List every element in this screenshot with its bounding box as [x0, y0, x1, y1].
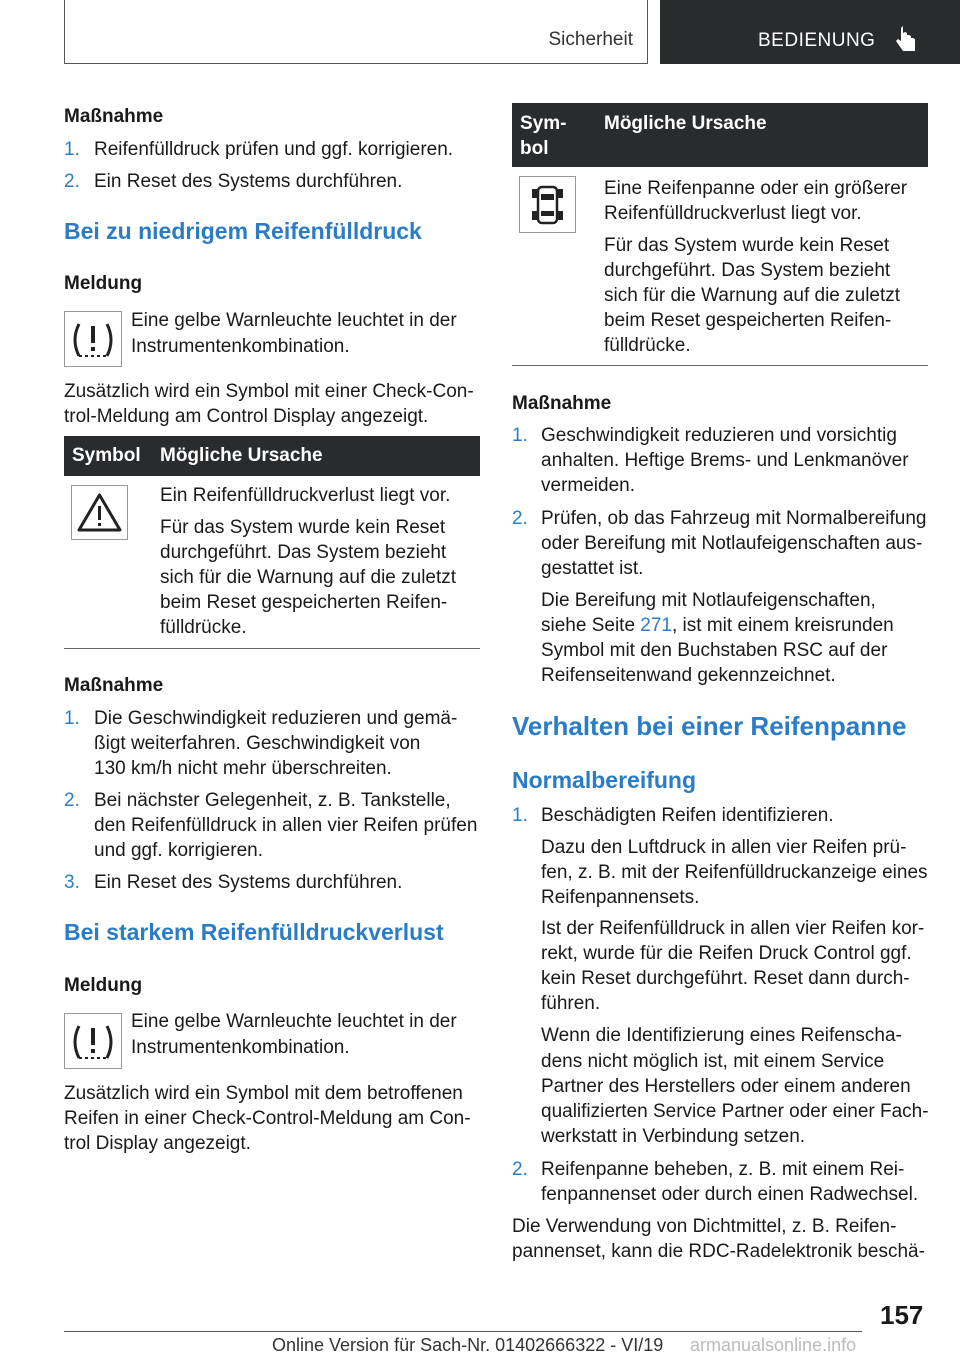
table-header-symbol: Symbol — [72, 445, 141, 466]
body-text: Zusätzlich wird ein Symbol mit einer Check-Con‐ — [64, 381, 474, 402]
list-number: 2. — [64, 790, 80, 811]
table-bottom-rule — [64, 648, 480, 649]
list-item: Dazu den Luftdruck in allen vier Reifen prü‐ — [541, 837, 907, 858]
list-item: vermeiden. — [541, 475, 635, 496]
header-section-title: Sicherheit — [548, 29, 633, 50]
table-cell-text: sich für die Warnung auf die zuletzt — [160, 567, 457, 588]
list-item: Bei nächster Gelegenheit, z. B. Tankstelle, — [94, 790, 451, 811]
list-item: dens nicht möglich ist, mit einem Service — [541, 1051, 885, 1072]
text-run: , ist mit einem kreisrunden — [672, 615, 894, 636]
body-text: pannenset, kann die RDC-Radelektronik beschä‐ — [512, 1241, 925, 1262]
list-item: Wenn die Identifizierung eines Reifenscha‐ — [541, 1025, 902, 1046]
tire-pressure-warning-icon — [64, 1013, 122, 1069]
list-item: Symbol mit den Buchstaben RSC auf der — [541, 640, 888, 661]
list-item — [541, 613, 894, 638]
list-item: gestattet ist. — [541, 558, 644, 579]
table-cell-text: sich für die Warnung auf die zuletzt — [604, 285, 901, 306]
list-item: Ist der Reifenfülldruck in allen vier Reifen kor‐ — [541, 918, 925, 939]
table-bottom-rule — [512, 365, 928, 366]
m2-title: Maßnahme — [64, 675, 164, 696]
page-number: 157 — [880, 1300, 924, 1330]
warning-text-line: Eine gelbe Warnleuchte leuchtet in der — [131, 1011, 457, 1032]
list-item: Partner des Herstellers oder einem anderen — [541, 1076, 911, 1097]
list-number: 1. — [512, 425, 528, 446]
body-text: trol Display angezeigt. — [64, 1133, 251, 1154]
list-item: führen. — [541, 993, 601, 1014]
list-item: kein Reset durchgeführt. Reset dann durch‐ — [541, 968, 910, 989]
list-number: 3. — [64, 872, 80, 893]
body-text: Reifen in einer Check-Control-Meldung am Con‐ — [64, 1108, 471, 1129]
flat-tire-car-icon — [519, 176, 576, 233]
list-item: Die Bereifung mit Notlaufeigenschaften, — [541, 590, 876, 611]
table-cell-text: fülldrücke. — [604, 335, 691, 356]
list-number: 2. — [64, 171, 80, 192]
list-item: Reifenfülldruck prüfen und ggf. korrigieren. — [94, 139, 454, 160]
table-cell-text: durchgeführt. Das System bezieht — [604, 260, 891, 281]
list-number: 1. — [64, 139, 80, 160]
list-item: Reifenpanne beheben, z. B. mit einem Rei‐ — [541, 1159, 905, 1180]
list-item: Beschädigten Reifen identifizieren. — [541, 805, 834, 826]
table-header-cause: Mögliche Ursache — [604, 113, 767, 134]
list-item: und ggf. korrigieren. — [94, 840, 263, 861]
heading-strong-loss: Bei starkem Reifenfülldruckverlust — [64, 919, 444, 945]
m3-title: Maßnahme — [512, 393, 612, 414]
table-header — [512, 103, 928, 167]
body-text: Die Verwendung von Dichtmittel, z. B. Reifen‐ — [512, 1216, 897, 1237]
table-header-symbol-2: bol — [520, 138, 549, 159]
table-cell-text: Ein Reifenfülldruckverlust liegt vor. — [160, 485, 451, 506]
list-item: Geschwindigkeit reduzieren und vorsichtig — [541, 425, 897, 446]
list-item: Reifenpannensets. — [541, 887, 700, 908]
table-cell-text: beim Reset gespeicherten Reifen‐ — [604, 310, 892, 331]
list-item: qualifizierten Service Partner oder einer Fach‐ — [541, 1101, 929, 1122]
table-cell-text: Für das System wurde kein Reset — [604, 235, 890, 256]
list-number: 1. — [64, 708, 80, 729]
heading-low-pressure: Bei zu niedrigem Reifenfülldruck — [64, 218, 422, 244]
list-item: fen, z. B. mit der Reifenfülldruckanzeige eines — [541, 862, 928, 883]
heading-reifenpanne: Verhalten bei einer Reifenpanne — [512, 711, 907, 741]
header-chapter-title: BEDIENUNG — [758, 30, 876, 51]
table-cell-text: Eine Reifenpanne oder ein größerer — [604, 178, 908, 199]
list-item: Prüfen, ob das Fahrzeug mit Normalbereifung — [541, 508, 927, 529]
warning-text-line: Instrumentenkombination. — [131, 336, 350, 357]
table-cell-text: Für das System wurde kein Reset — [160, 517, 446, 538]
list-item: rekt, wurde für die Reifen Druck Control ggf. — [541, 943, 912, 964]
table-cell-text: Reifenfülldruckverlust liegt vor. — [604, 203, 862, 224]
table-cell-text: fülldrücke. — [160, 617, 247, 638]
list-item: ßigt weiterfahren. Geschwindigkeit von — [94, 733, 421, 754]
warning-text-line: Instrumentenkombination. — [131, 1037, 350, 1058]
list-item: 130 km/h nicht mehr überschreiten. — [94, 758, 392, 779]
footer-rule — [64, 1331, 862, 1332]
warning-text-line: Eine gelbe Warnleuchte leuchtet in der — [131, 310, 457, 331]
table-cell-text: durchgeführt. Das System bezieht — [160, 542, 447, 563]
heading-normalbereifung: Normalbereifung — [512, 767, 697, 793]
table-header-cause: Mögliche Ursache — [160, 445, 323, 466]
footer-watermark: armanualsonline.info — [690, 1335, 857, 1355]
list-item: Ein Reset des Systems durchführen. — [94, 872, 403, 893]
table-header — [64, 436, 480, 476]
list-number: 2. — [512, 1159, 528, 1180]
meldung-label: Meldung — [64, 273, 143, 294]
list-item: fenpannenset oder durch einen Radwechsel. — [541, 1184, 919, 1205]
page-link-271[interactable]: 271 — [640, 615, 672, 636]
list-number: 2. — [512, 508, 528, 529]
body-text: trol-Meldung am Control Display angezeigt. — [64, 406, 429, 427]
table-cell-text: beim Reset gespeicherten Reifen‐ — [160, 592, 448, 613]
tire-pressure-warning-icon — [64, 311, 122, 367]
text-run: siehe Seite — [541, 615, 641, 636]
list-item: werkstatt in Verbindung setzen. — [541, 1126, 806, 1147]
m1-title: Maßnahme — [64, 106, 164, 127]
footer-online-version: Online Version für Sach-Nr. 01402666322 - VI/19 — [272, 1335, 664, 1355]
warning-triangle-icon — [71, 485, 128, 540]
hand-pointer-icon — [896, 26, 918, 54]
list-item: Ein Reset des Systems durchführen. — [94, 171, 403, 192]
list-number: 1. — [512, 805, 528, 826]
table-header-symbol-1: Sym‐ — [520, 113, 567, 134]
list-item: anhalten. Heftige Brems- und Lenkmanöver — [541, 450, 909, 471]
header-section-box — [64, 0, 648, 64]
list-item: oder Bereifung mit Notlaufeigenschaften aus‐ — [541, 533, 923, 554]
list-item: Reifenseitenwand gekennzeichnet. — [541, 665, 836, 686]
list-item: Die Geschwindigkeit reduzieren und gemä‐ — [94, 708, 458, 729]
meldung-label: Meldung — [64, 975, 143, 996]
body-text: Zusätzlich wird ein Symbol mit dem betroffenen — [64, 1083, 463, 1104]
list-item: den Reifenfülldruck in allen vier Reifen prüfen — [94, 815, 478, 836]
header-chapter-box — [660, 0, 960, 64]
